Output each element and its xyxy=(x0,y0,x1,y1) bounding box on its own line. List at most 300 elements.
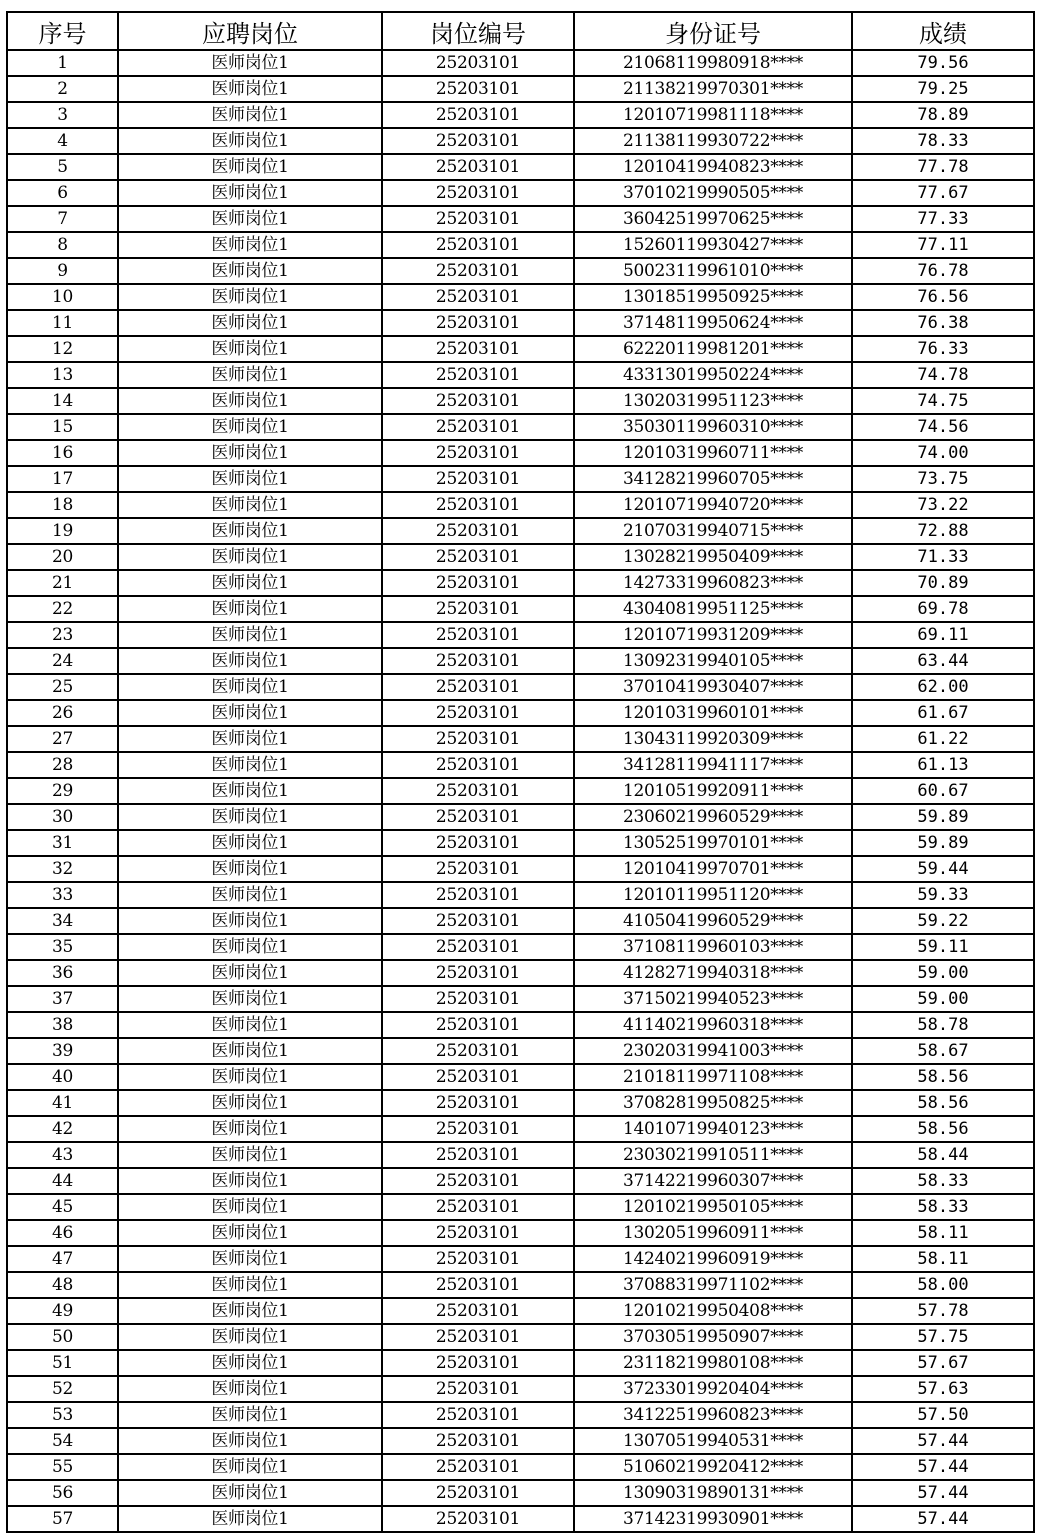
cell-position: 医师岗位1 xyxy=(118,856,382,882)
cell-id-number: 41140219960318**** xyxy=(574,1012,852,1038)
cell-position-code: 25203101 xyxy=(382,934,574,960)
cell-id-number: 12010719931209**** xyxy=(574,622,852,648)
cell-seq: 5 xyxy=(7,154,118,180)
cell-id-number: 14240219960919**** xyxy=(574,1246,852,1272)
cell-position: 医师岗位1 xyxy=(118,752,382,778)
cell-score: 72.88 xyxy=(852,518,1034,544)
table-row xyxy=(7,1428,1034,1454)
cell-position: 医师岗位1 xyxy=(118,76,382,102)
cell-position: 医师岗位1 xyxy=(118,206,382,232)
cell-position: 医师岗位1 xyxy=(118,1376,382,1402)
cell-position-code: 25203101 xyxy=(382,1090,574,1116)
cell-seq: 18 xyxy=(7,492,118,518)
cell-position-code: 25203101 xyxy=(382,1480,574,1506)
cell-position-code: 25203101 xyxy=(382,570,574,596)
cell-score: 63.44 xyxy=(852,648,1034,674)
cell-position: 医师岗位1 xyxy=(118,1246,382,1272)
table-row xyxy=(7,804,1034,830)
cell-id-number: 43040819951125**** xyxy=(574,596,852,622)
cell-id-number: 34128219960705**** xyxy=(574,466,852,492)
cell-position-code: 25203101 xyxy=(382,648,574,674)
header-id-number: 身份证号 xyxy=(574,12,852,50)
cell-position: 医师岗位1 xyxy=(118,284,382,310)
table-row xyxy=(7,1012,1034,1038)
cell-position-code: 25203101 xyxy=(382,1506,574,1532)
cell-seq: 16 xyxy=(7,440,118,466)
cell-score: 76.33 xyxy=(852,336,1034,362)
table-row xyxy=(7,1350,1034,1376)
cell-seq: 37 xyxy=(7,986,118,1012)
cell-id-number: 14273319960823**** xyxy=(574,570,852,596)
cell-seq: 51 xyxy=(7,1350,118,1376)
cell-score: 59.89 xyxy=(852,830,1034,856)
table-row xyxy=(7,76,1034,102)
cell-score: 58.56 xyxy=(852,1090,1034,1116)
cell-position: 医师岗位1 xyxy=(118,1038,382,1064)
cell-seq: 41 xyxy=(7,1090,118,1116)
cell-position-code: 25203101 xyxy=(382,1220,574,1246)
cell-seq: 46 xyxy=(7,1220,118,1246)
cell-id-number: 21068119980918**** xyxy=(574,50,852,76)
table-row xyxy=(7,232,1034,258)
table-row xyxy=(7,1506,1034,1532)
table-row xyxy=(7,1402,1034,1428)
cell-seq: 7 xyxy=(7,206,118,232)
cell-position: 医师岗位1 xyxy=(118,336,382,362)
cell-id-number: 43313019950224**** xyxy=(574,362,852,388)
cell-id-number: 13020319951123**** xyxy=(574,388,852,414)
header-score: 成绩 xyxy=(852,12,1034,50)
cell-position: 医师岗位1 xyxy=(118,102,382,128)
cell-position: 医师岗位1 xyxy=(118,362,382,388)
table-row xyxy=(7,622,1034,648)
table-row xyxy=(7,1116,1034,1142)
cell-score: 57.78 xyxy=(852,1298,1034,1324)
cell-position-code: 25203101 xyxy=(382,1194,574,1220)
cell-score: 58.78 xyxy=(852,1012,1034,1038)
cell-position-code: 25203101 xyxy=(382,76,574,102)
table-row xyxy=(7,388,1034,414)
cell-seq: 27 xyxy=(7,726,118,752)
cell-position: 医师岗位1 xyxy=(118,986,382,1012)
cell-score: 77.11 xyxy=(852,232,1034,258)
cell-position-code: 25203101 xyxy=(382,700,574,726)
cell-id-number: 23020319941003**** xyxy=(574,1038,852,1064)
cell-position-code: 25203101 xyxy=(382,1350,574,1376)
cell-position: 医师岗位1 xyxy=(118,1506,382,1532)
cell-score: 77.67 xyxy=(852,180,1034,206)
cell-seq: 17 xyxy=(7,466,118,492)
cell-seq: 25 xyxy=(7,674,118,700)
cell-seq: 30 xyxy=(7,804,118,830)
cell-id-number: 12010319960711**** xyxy=(574,440,852,466)
table-row xyxy=(7,700,1034,726)
cell-id-number: 62220119981201**** xyxy=(574,336,852,362)
cell-seq: 54 xyxy=(7,1428,118,1454)
cell-position: 医师岗位1 xyxy=(118,1012,382,1038)
cell-position-code: 25203101 xyxy=(382,1142,574,1168)
cell-position: 医师岗位1 xyxy=(118,1116,382,1142)
cell-position: 医师岗位1 xyxy=(118,830,382,856)
cell-score: 58.44 xyxy=(852,1142,1034,1168)
cell-position-code: 25203101 xyxy=(382,1272,574,1298)
cell-position: 医师岗位1 xyxy=(118,1350,382,1376)
cell-id-number: 12010219950105**** xyxy=(574,1194,852,1220)
cell-position: 医师岗位1 xyxy=(118,1090,382,1116)
cell-position-code: 25203101 xyxy=(382,674,574,700)
header-seq: 序号 xyxy=(7,12,118,50)
cell-seq: 56 xyxy=(7,1480,118,1506)
cell-id-number: 12010319960101**** xyxy=(574,700,852,726)
cell-position: 医师岗位1 xyxy=(118,570,382,596)
cell-seq: 31 xyxy=(7,830,118,856)
cell-id-number: 12010719981118**** xyxy=(574,102,852,128)
table-row xyxy=(7,284,1034,310)
table-row xyxy=(7,1194,1034,1220)
table-row xyxy=(7,1324,1034,1350)
cell-score: 77.33 xyxy=(852,206,1034,232)
cell-position-code: 25203101 xyxy=(382,310,574,336)
table-row xyxy=(7,1220,1034,1246)
table-row xyxy=(7,362,1034,388)
cell-id-number: 41282719940318**** xyxy=(574,960,852,986)
cell-id-number: 12010419940823**** xyxy=(574,154,852,180)
cell-id-number: 37233019920404**** xyxy=(574,1376,852,1402)
table-row xyxy=(7,674,1034,700)
cell-id-number: 37010419930407**** xyxy=(574,674,852,700)
cell-id-number: 21018119971108**** xyxy=(574,1064,852,1090)
cell-position: 医师岗位1 xyxy=(118,1298,382,1324)
cell-score: 74.56 xyxy=(852,414,1034,440)
cell-seq: 9 xyxy=(7,258,118,284)
cell-seq: 3 xyxy=(7,102,118,128)
cell-seq: 4 xyxy=(7,128,118,154)
cell-score: 73.75 xyxy=(852,466,1034,492)
cell-position: 医师岗位1 xyxy=(118,544,382,570)
table-row xyxy=(7,778,1034,804)
cell-position: 医师岗位1 xyxy=(118,908,382,934)
cell-position-code: 25203101 xyxy=(382,1012,574,1038)
cell-id-number: 15260119930427**** xyxy=(574,232,852,258)
cell-seq: 44 xyxy=(7,1168,118,1194)
table-row xyxy=(7,258,1034,284)
table-row xyxy=(7,128,1034,154)
cell-score: 76.78 xyxy=(852,258,1034,284)
cell-position-code: 25203101 xyxy=(382,180,574,206)
cell-position-code: 25203101 xyxy=(382,1324,574,1350)
cell-id-number: 13092319940105**** xyxy=(574,648,852,674)
cell-position-code: 25203101 xyxy=(382,154,574,180)
cell-position: 医师岗位1 xyxy=(118,1220,382,1246)
cell-position-code: 25203101 xyxy=(382,596,574,622)
cell-position: 医师岗位1 xyxy=(118,804,382,830)
cell-score: 74.75 xyxy=(852,388,1034,414)
cell-position: 医师岗位1 xyxy=(118,1428,382,1454)
cell-score: 69.78 xyxy=(852,596,1034,622)
table-row xyxy=(7,1038,1034,1064)
cell-seq: 38 xyxy=(7,1012,118,1038)
cell-score: 58.33 xyxy=(852,1168,1034,1194)
cell-score: 58.11 xyxy=(852,1220,1034,1246)
cell-position-code: 25203101 xyxy=(382,206,574,232)
cell-id-number: 23118219980108**** xyxy=(574,1350,852,1376)
cell-seq: 28 xyxy=(7,752,118,778)
cell-id-number: 13018519950925**** xyxy=(574,284,852,310)
table-row xyxy=(7,336,1034,362)
cell-seq: 26 xyxy=(7,700,118,726)
cell-id-number: 37148119950624**** xyxy=(574,310,852,336)
cell-seq: 8 xyxy=(7,232,118,258)
cell-position: 医师岗位1 xyxy=(118,154,382,180)
cell-position-code: 25203101 xyxy=(382,258,574,284)
cell-position: 医师岗位1 xyxy=(118,1454,382,1480)
cell-score: 76.38 xyxy=(852,310,1034,336)
cell-position-code: 25203101 xyxy=(382,1116,574,1142)
cell-position-code: 25203101 xyxy=(382,1428,574,1454)
cell-position: 医师岗位1 xyxy=(118,440,382,466)
cell-seq: 50 xyxy=(7,1324,118,1350)
cell-id-number: 37088319971102**** xyxy=(574,1272,852,1298)
cell-id-number: 34128119941117**** xyxy=(574,752,852,778)
cell-position: 医师岗位1 xyxy=(118,180,382,206)
cell-score: 57.44 xyxy=(852,1454,1034,1480)
cell-score: 58.33 xyxy=(852,1194,1034,1220)
cell-position-code: 25203101 xyxy=(382,102,574,128)
cell-id-number: 36042519970625**** xyxy=(574,206,852,232)
cell-position: 医师岗位1 xyxy=(118,1168,382,1194)
table-row xyxy=(7,440,1034,466)
table-row xyxy=(7,180,1034,206)
cell-position-code: 25203101 xyxy=(382,726,574,752)
table-row xyxy=(7,908,1034,934)
cell-position-code: 25203101 xyxy=(382,362,574,388)
cell-position-code: 25203101 xyxy=(382,1038,574,1064)
cell-position-code: 25203101 xyxy=(382,544,574,570)
cell-score: 58.00 xyxy=(852,1272,1034,1298)
cell-position: 医师岗位1 xyxy=(118,1272,382,1298)
cell-position: 医师岗位1 xyxy=(118,960,382,986)
cell-seq: 42 xyxy=(7,1116,118,1142)
cell-score: 59.00 xyxy=(852,960,1034,986)
cell-id-number: 12010119951120**** xyxy=(574,882,852,908)
cell-score: 59.22 xyxy=(852,908,1034,934)
cell-seq: 20 xyxy=(7,544,118,570)
cell-position: 医师岗位1 xyxy=(118,1194,382,1220)
cell-id-number: 13070519940531**** xyxy=(574,1428,852,1454)
cell-position: 医师岗位1 xyxy=(118,388,382,414)
cell-seq: 52 xyxy=(7,1376,118,1402)
cell-score: 69.11 xyxy=(852,622,1034,648)
table-row xyxy=(7,1376,1034,1402)
cell-score: 59.33 xyxy=(852,882,1034,908)
cell-seq: 47 xyxy=(7,1246,118,1272)
table-row xyxy=(7,986,1034,1012)
cell-score: 59.44 xyxy=(852,856,1034,882)
cell-seq: 22 xyxy=(7,596,118,622)
cell-id-number: 23030219910511**** xyxy=(574,1142,852,1168)
cell-score: 57.44 xyxy=(852,1506,1034,1532)
cell-seq: 23 xyxy=(7,622,118,648)
cell-position: 医师岗位1 xyxy=(118,622,382,648)
cell-id-number: 35030119960310**** xyxy=(574,414,852,440)
cell-seq: 36 xyxy=(7,960,118,986)
cell-position: 医师岗位1 xyxy=(118,674,382,700)
cell-position-code: 25203101 xyxy=(382,856,574,882)
cell-score: 74.00 xyxy=(852,440,1034,466)
table-row xyxy=(7,154,1034,180)
cell-id-number: 12010219950408**** xyxy=(574,1298,852,1324)
cell-id-number: 51060219920412**** xyxy=(574,1454,852,1480)
cell-seq: 39 xyxy=(7,1038,118,1064)
cell-seq: 14 xyxy=(7,388,118,414)
table-row xyxy=(7,544,1034,570)
table-row xyxy=(7,1064,1034,1090)
cell-id-number: 41050419960529**** xyxy=(574,908,852,934)
cell-id-number: 21138219970301**** xyxy=(574,76,852,102)
cell-id-number: 13020519960911**** xyxy=(574,1220,852,1246)
table-row xyxy=(7,206,1034,232)
table-row xyxy=(7,1480,1034,1506)
cell-score: 74.78 xyxy=(852,362,1034,388)
cell-position-code: 25203101 xyxy=(382,1298,574,1324)
table-body xyxy=(7,50,1034,1532)
cell-score: 61.22 xyxy=(852,726,1034,752)
cell-seq: 32 xyxy=(7,856,118,882)
cell-position-code: 25203101 xyxy=(382,882,574,908)
cell-position-code: 25203101 xyxy=(382,128,574,154)
cell-position: 医师岗位1 xyxy=(118,310,382,336)
cell-position-code: 25203101 xyxy=(382,752,574,778)
cell-position-code: 25203101 xyxy=(382,830,574,856)
table-row xyxy=(7,466,1034,492)
cell-id-number: 21070319940715**** xyxy=(574,518,852,544)
cell-position-code: 25203101 xyxy=(382,908,574,934)
cell-position: 医师岗位1 xyxy=(118,518,382,544)
table-row xyxy=(7,1246,1034,1272)
cell-id-number: 14010719940123**** xyxy=(574,1116,852,1142)
cell-position-code: 25203101 xyxy=(382,804,574,830)
table-row xyxy=(7,414,1034,440)
cell-position-code: 25203101 xyxy=(382,492,574,518)
cell-position-code: 25203101 xyxy=(382,1454,574,1480)
cell-score: 59.00 xyxy=(852,986,1034,1012)
cell-position-code: 25203101 xyxy=(382,232,574,258)
header-position-code: 岗位编号 xyxy=(382,12,574,50)
table-row xyxy=(7,1142,1034,1168)
cell-score: 57.44 xyxy=(852,1480,1034,1506)
cell-position-code: 25203101 xyxy=(382,284,574,310)
cell-id-number: 12010419970701**** xyxy=(574,856,852,882)
cell-position: 医师岗位1 xyxy=(118,258,382,284)
cell-id-number: 12010519920911**** xyxy=(574,778,852,804)
cell-position: 医师岗位1 xyxy=(118,648,382,674)
cell-seq: 33 xyxy=(7,882,118,908)
cell-seq: 29 xyxy=(7,778,118,804)
cell-position: 医师岗位1 xyxy=(118,882,382,908)
cell-position-code: 25203101 xyxy=(382,50,574,76)
cell-position-code: 25203101 xyxy=(382,1376,574,1402)
cell-id-number: 13090319890131**** xyxy=(574,1480,852,1506)
cell-position: 医师岗位1 xyxy=(118,128,382,154)
cell-position-code: 25203101 xyxy=(382,388,574,414)
cell-position-code: 25203101 xyxy=(382,466,574,492)
table-header xyxy=(7,12,1034,50)
cell-seq: 12 xyxy=(7,336,118,362)
table-row xyxy=(7,648,1034,674)
cell-score: 57.67 xyxy=(852,1350,1034,1376)
cell-score: 70.89 xyxy=(852,570,1034,596)
cell-seq: 15 xyxy=(7,414,118,440)
cell-position-code: 25203101 xyxy=(382,518,574,544)
table-row xyxy=(7,1168,1034,1194)
cell-position-code: 25203101 xyxy=(382,414,574,440)
cell-position-code: 25203101 xyxy=(382,1168,574,1194)
table-row xyxy=(7,1090,1034,1116)
table-row xyxy=(7,1298,1034,1324)
cell-id-number: 37010219990505**** xyxy=(574,180,852,206)
table-row xyxy=(7,310,1034,336)
cell-seq: 57 xyxy=(7,1506,118,1532)
table-row xyxy=(7,102,1034,128)
cell-score: 57.63 xyxy=(852,1376,1034,1402)
cell-score: 79.25 xyxy=(852,76,1034,102)
cell-position: 医师岗位1 xyxy=(118,1324,382,1350)
cell-seq: 11 xyxy=(7,310,118,336)
cell-id-number: 37142219960307**** xyxy=(574,1168,852,1194)
cell-position: 医师岗位1 xyxy=(118,492,382,518)
cell-position-code: 25203101 xyxy=(382,440,574,466)
table-row xyxy=(7,1454,1034,1480)
cell-seq: 2 xyxy=(7,76,118,102)
cell-position-code: 25203101 xyxy=(382,1402,574,1428)
cell-seq: 1 xyxy=(7,50,118,76)
cell-id-number: 37108119960103**** xyxy=(574,934,852,960)
table-row xyxy=(7,492,1034,518)
cell-id-number: 13043119920309**** xyxy=(574,726,852,752)
table-row xyxy=(7,830,1034,856)
cell-seq: 43 xyxy=(7,1142,118,1168)
cell-position: 医师岗位1 xyxy=(118,700,382,726)
table-row xyxy=(7,50,1034,76)
cell-position-code: 25203101 xyxy=(382,778,574,804)
score-table xyxy=(6,11,1035,1533)
cell-id-number: 21138119930722**** xyxy=(574,128,852,154)
cell-id-number: 37082819950825**** xyxy=(574,1090,852,1116)
cell-score: 62.00 xyxy=(852,674,1034,700)
cell-score: 58.67 xyxy=(852,1038,1034,1064)
cell-position: 医师岗位1 xyxy=(118,50,382,76)
cell-seq: 45 xyxy=(7,1194,118,1220)
cell-position: 医师岗位1 xyxy=(118,466,382,492)
cell-score: 79.56 xyxy=(852,50,1034,76)
cell-seq: 35 xyxy=(7,934,118,960)
cell-position-code: 25203101 xyxy=(382,1246,574,1272)
cell-score: 58.56 xyxy=(852,1116,1034,1142)
table-row xyxy=(7,934,1034,960)
header-row xyxy=(7,12,1034,50)
cell-position: 医师岗位1 xyxy=(118,726,382,752)
cell-position-code: 25203101 xyxy=(382,1064,574,1090)
cell-id-number: 13052519970101**** xyxy=(574,830,852,856)
cell-score: 77.78 xyxy=(852,154,1034,180)
table-row xyxy=(7,596,1034,622)
cell-id-number: 50023119961010**** xyxy=(574,258,852,284)
cell-seq: 13 xyxy=(7,362,118,388)
cell-id-number: 13028219950409**** xyxy=(574,544,852,570)
cell-position: 医师岗位1 xyxy=(118,1064,382,1090)
cell-score: 59.89 xyxy=(852,804,1034,830)
cell-position: 医师岗位1 xyxy=(118,1480,382,1506)
